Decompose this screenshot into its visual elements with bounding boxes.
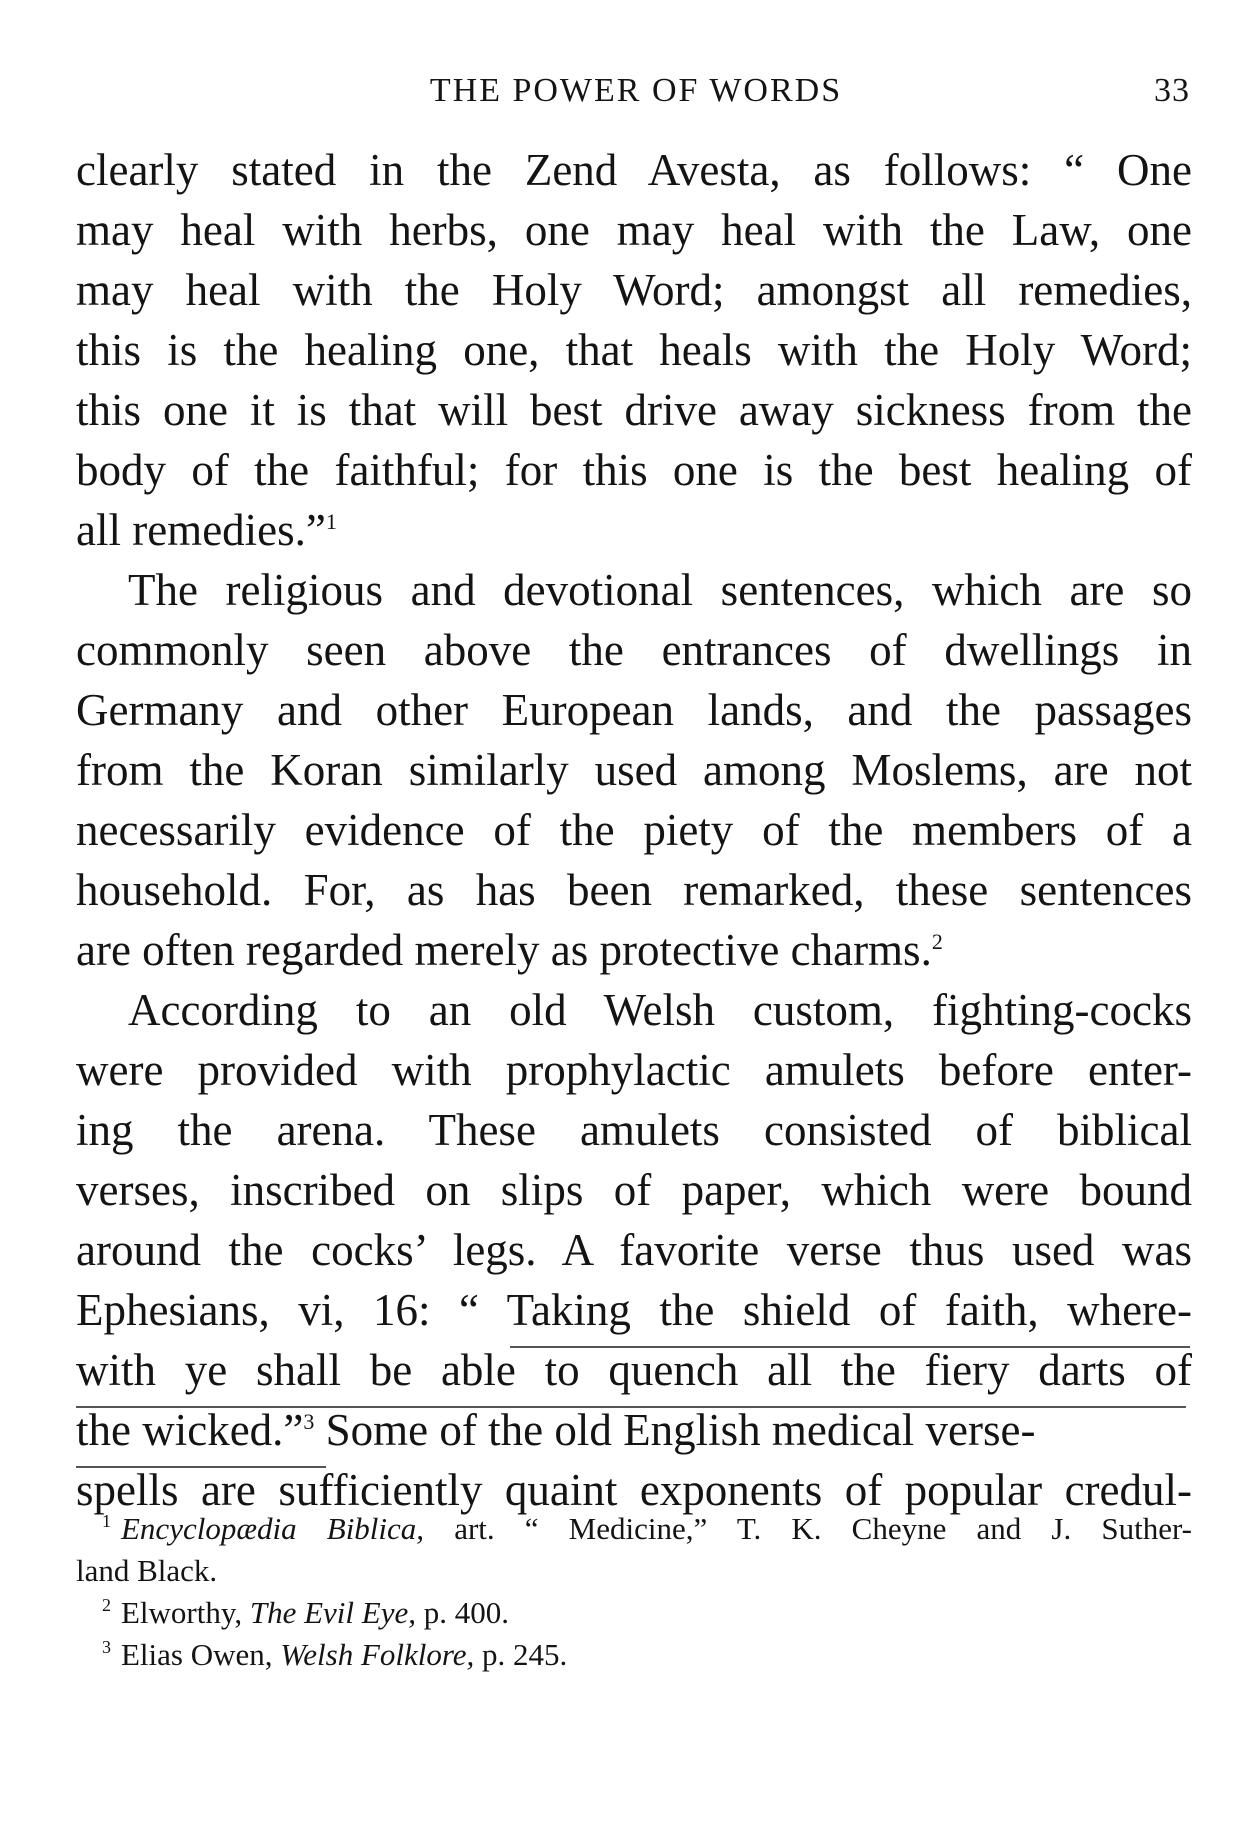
footnote-1-continuation: land Black. xyxy=(76,1553,218,1588)
footnote-ref: 3 xyxy=(303,1409,315,1434)
text-line: commonly seen above the entrances of dwellings in xyxy=(76,625,1192,675)
footnote-text: p. 400. xyxy=(416,1595,509,1630)
footnote-author: Elias Owen, xyxy=(121,1637,281,1672)
body-text xyxy=(76,140,1192,1520)
pencil-underline xyxy=(510,1346,1190,1348)
text-line: from the Koran similarly used among Moslems, are not xyxy=(76,745,1192,795)
footnote-title: The Evil Eye, xyxy=(249,1595,416,1630)
footnote-1 xyxy=(76,1508,1192,1550)
footnotes xyxy=(76,1508,1192,1676)
text-line: with ye shall be able to quench all the fiery darts of xyxy=(76,1345,1192,1395)
footnote-text: p. 245. xyxy=(474,1637,568,1672)
footnote-number: 3 xyxy=(102,1637,111,1657)
running-title: THE POWER OF WORDS xyxy=(429,72,843,109)
footnote-text: art. “ Medicine,” T. K. Cheyne and J. Suther- xyxy=(424,1511,1192,1546)
text-line: body of the faithful; for this one is the best healing of xyxy=(76,445,1192,495)
footnote-3 xyxy=(76,1634,1192,1676)
running-head xyxy=(76,72,1196,116)
footnote-title: Encyclopædia Biblica, xyxy=(121,1511,425,1546)
text-line: Germany and other European lands, and the passages xyxy=(76,685,1192,735)
footnote-2 xyxy=(76,1592,1192,1634)
text-line: may heal with herbs, one may heal with the Law, one xyxy=(76,205,1192,255)
text-line: ing the arena. These amulets consisted of biblical xyxy=(76,1105,1192,1155)
footnote-title: Welsh Folklore, xyxy=(280,1637,475,1672)
text-line xyxy=(76,920,1192,980)
text-line: were provided with prophylactic amulets before enter- xyxy=(76,1045,1192,1095)
footnote-ref: 2 xyxy=(931,929,943,954)
text-line: spells are sufficiently quaint exponents of popular credul- xyxy=(76,1465,1192,1515)
page-number: 33 xyxy=(1154,72,1190,109)
text-line: this one it is that will best drive away sickness from the xyxy=(76,385,1192,435)
pencil-underline xyxy=(76,1466,326,1468)
text-fragment: all remedies.” xyxy=(76,505,326,555)
footnote-number: 1 xyxy=(102,1511,111,1531)
footnote-author: Elworthy, xyxy=(121,1595,250,1630)
text-line: verses, inscribed on slips of paper, which were bound xyxy=(76,1165,1192,1215)
text-line: According to an old Welsh custom, fighting-cocks xyxy=(128,985,1192,1035)
text-line: this is the healing one, that heals with the Holy Word; xyxy=(76,325,1192,375)
footnote-number: 2 xyxy=(102,1595,111,1615)
text-line: Ephesians, vi, 16: “ Taking the shield of faith, where- xyxy=(76,1285,1192,1335)
text-line: necessarily evidence of the piety of the members of a xyxy=(76,805,1192,855)
text-line: household. For, as has been remarked, these sentences xyxy=(76,865,1192,915)
pencil-underline xyxy=(76,1406,1186,1408)
text-line: clearly stated in the Zend Avesta, as follows: “ One xyxy=(76,145,1192,195)
text-line: around the cocks’ legs. A favorite verse thus used was xyxy=(76,1225,1192,1275)
text-line xyxy=(76,1400,1192,1460)
text-line: may heal with the Holy Word; amongst all remedies, xyxy=(76,265,1192,315)
text-line xyxy=(76,500,1192,560)
footnote-ref: 1 xyxy=(325,509,337,534)
text-line: The religious and devotional sentences, which are so xyxy=(128,565,1192,615)
text-fragment: are often regarded merely as protective charms. xyxy=(76,925,932,975)
text-fragment: the wicked.” xyxy=(76,1405,304,1455)
text-fragment: Some of the old English medical verse- xyxy=(314,1405,1036,1455)
